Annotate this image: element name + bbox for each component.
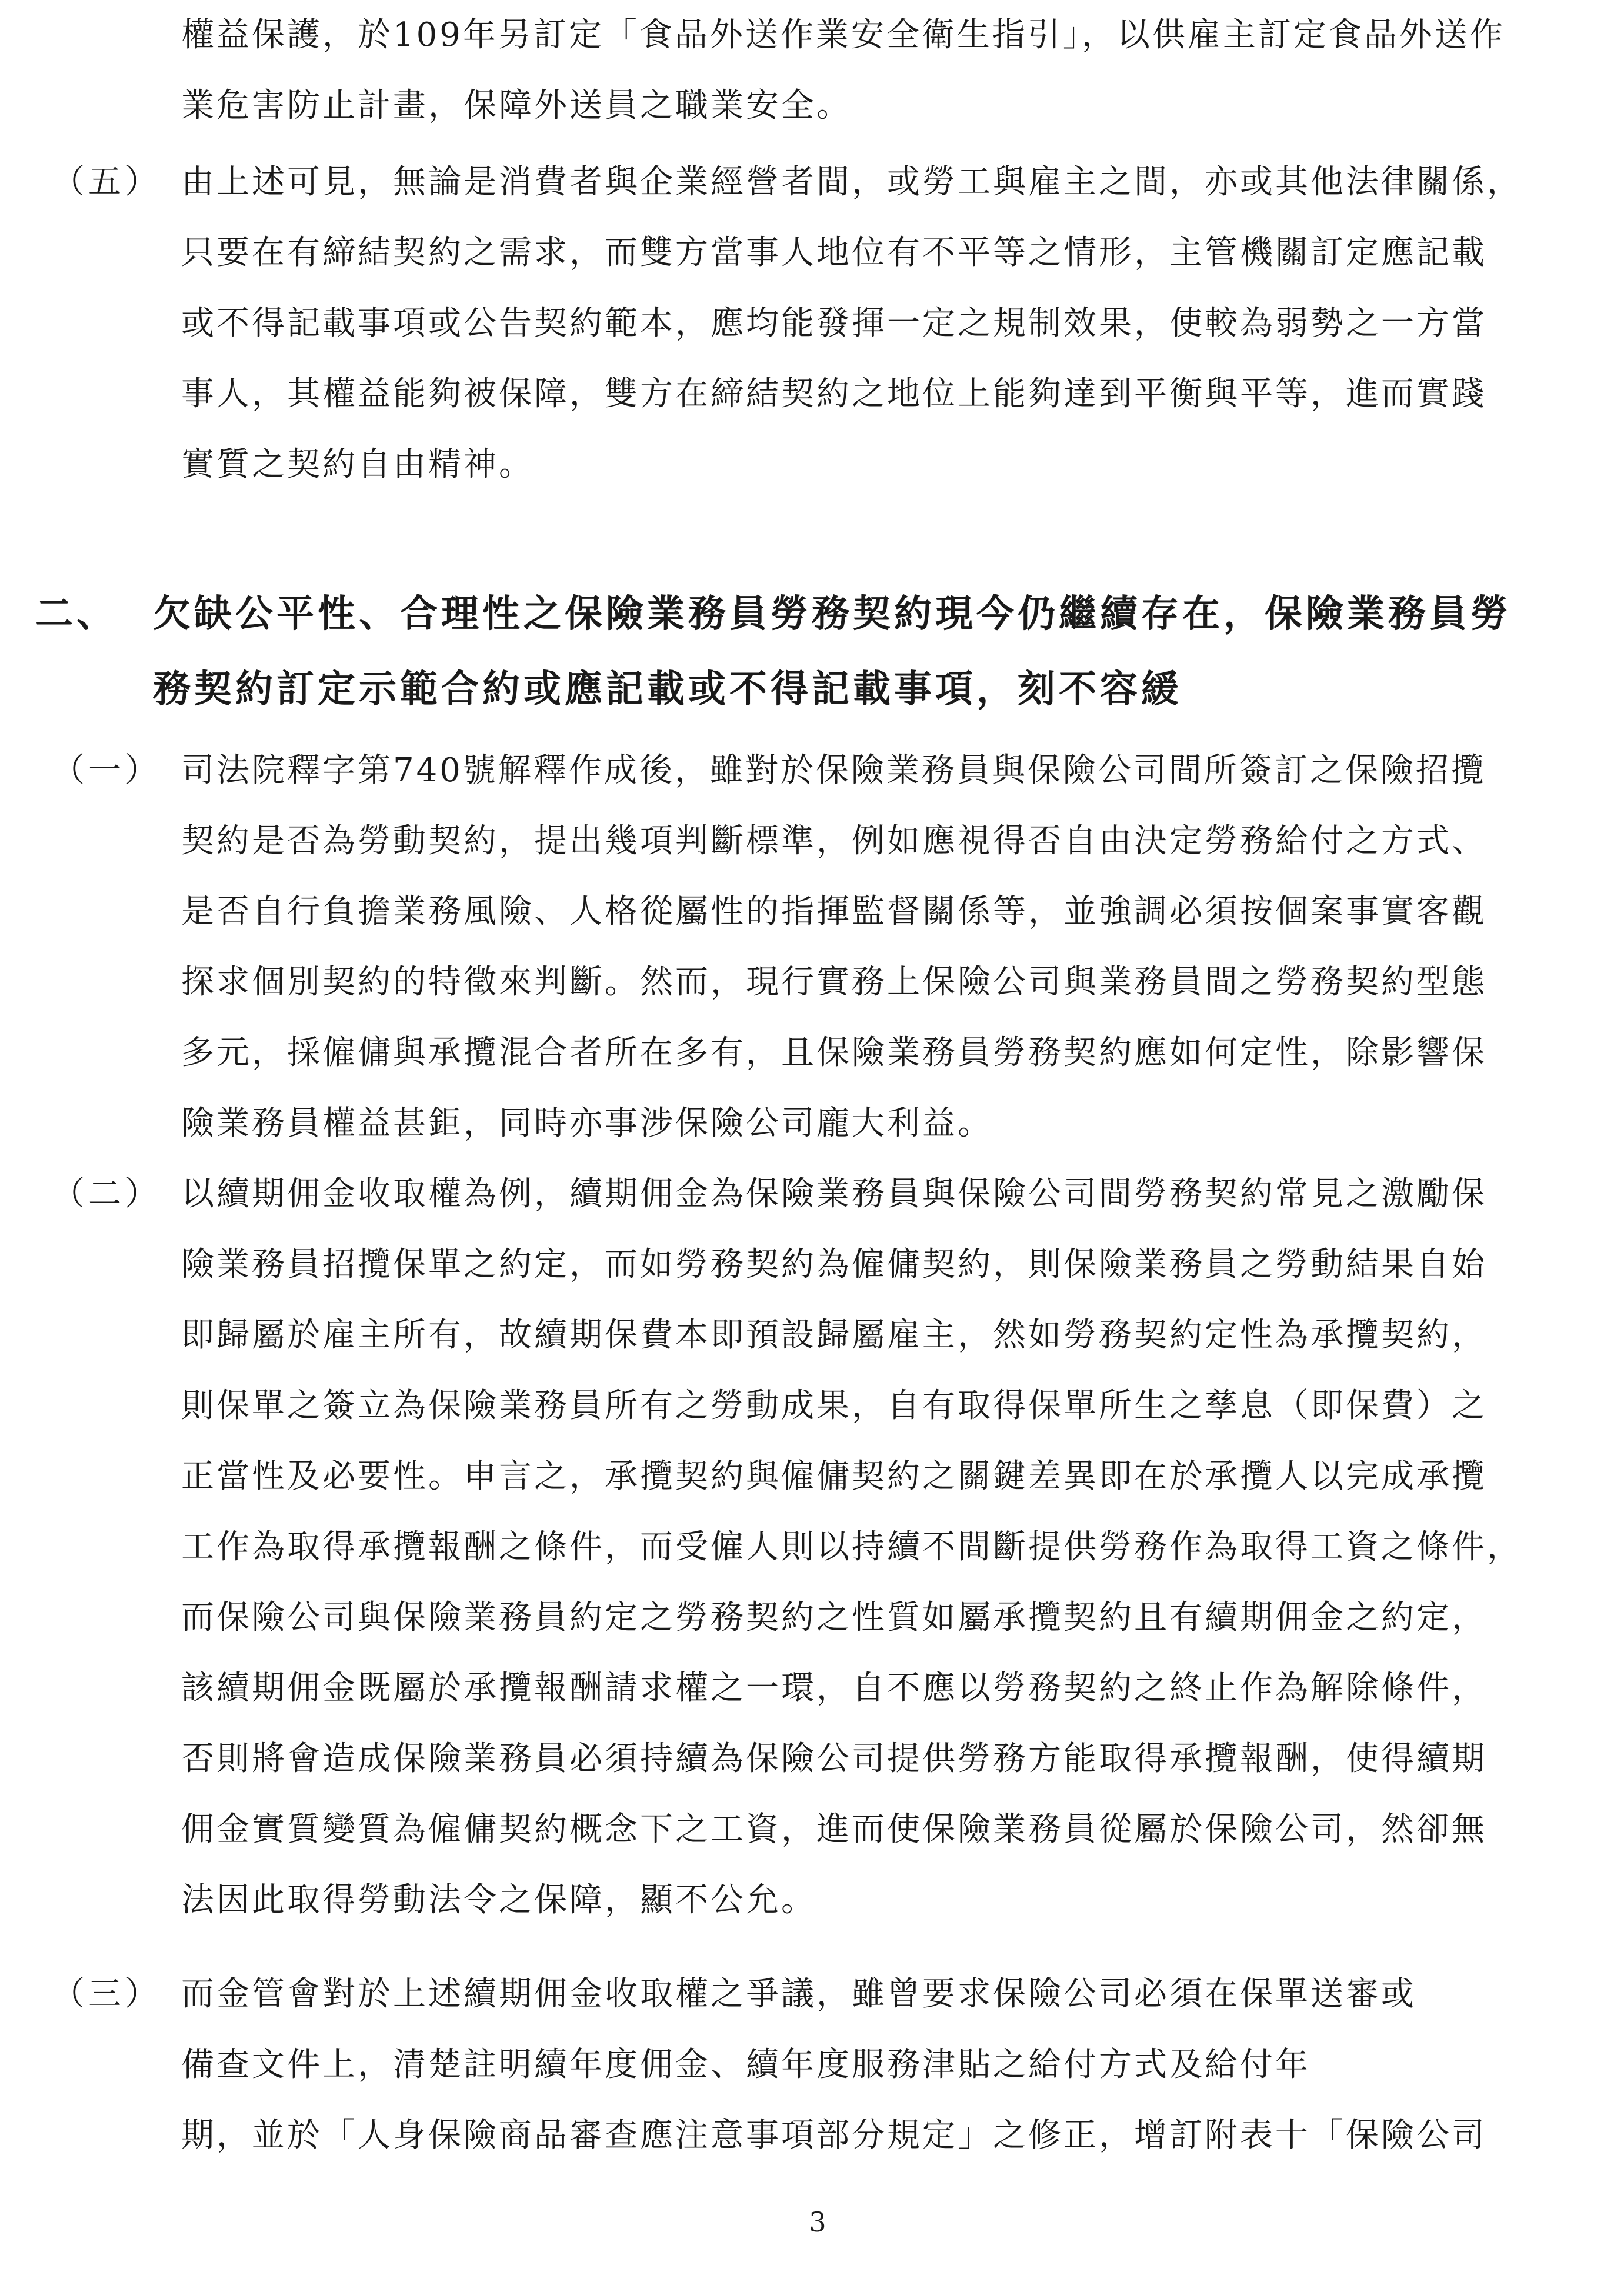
- text-line: 司法院釋字第740號解釋作成後，雖對於保險業務員與保險公司間所簽訂之保險招攬: [181, 751, 1486, 790]
- section-two-heading: [35, 577, 1600, 727]
- section-marker: 二、: [35, 592, 118, 636]
- text-line: 而金管會對於上述續期佣金收取權之爭議，雖曾要求保險公司必須在保單送審或: [181, 1975, 1416, 2013]
- section-two-item-three: [52, 1959, 1581, 2171]
- text-line: 業危害防止計畫，保障外送員之職業安全。: [181, 86, 852, 125]
- item-marker: （五）: [52, 163, 161, 201]
- text-line: 事人，其權益能夠被保障，雙方在締結契約之地位上能夠達到平衡與平等，進而實踐: [181, 375, 1487, 413]
- text-line: 由上述可見，無論是消費者與企業經營者間，或勞工與雇主之間，亦或其他法律關係，: [181, 163, 1522, 201]
- item-marker: （二）: [52, 1175, 161, 1213]
- text-line: 險業務員權益甚鉅，同時亦事涉保險公司龐大利益。: [181, 1104, 993, 1143]
- text-line: 備查文件上，清楚註明續年度佣金、續年度服務津貼之給付方式及給付年: [181, 2046, 1310, 2084]
- text-line: 正當性及必要性。申言之，承攬契約與僱傭契約之關鍵差異即在於承攬人以完成承攬: [181, 1457, 1487, 1495]
- page-number: 3: [809, 2206, 826, 2238]
- item-marker: （一）: [52, 751, 161, 790]
- text-line: 否則將會造成保險業務員必須持續為保險公司提供勞務方能取得承攬報酬，使得續期: [181, 1740, 1487, 1778]
- text-line: 法因此取得勞動法令之保障，顯不公允。: [181, 1881, 816, 1919]
- text-line: 則保單之簽立為保險業務員所有之勞動成果，自有取得保單所生之孳息（即保費）之: [181, 1387, 1487, 1425]
- text-line: 多元，採僱傭與承攬混合者所在多有，且保險業務員勞務契約應如何定性，除影響保: [181, 1034, 1487, 1072]
- text-line: 探求個別契約的特徵來判斷。然而，現行實務上保險公司與業務員間之勞務契約型態: [181, 963, 1487, 1001]
- heading-line: 務契約訂定示範合約或應記載或不得記載事項，刻不容緩: [153, 668, 1182, 711]
- text-line: 而保險公司與保險業務員約定之勞務契約之性質如屬承攬契約且有續期佣金之約定，: [181, 1598, 1487, 1637]
- text-line: 實質之契約自由精神。: [181, 445, 534, 484]
- text-line: 只要在有締結契約之需求，而雙方當事人地位有不平等之情形，主管機關訂定應記載: [181, 234, 1487, 272]
- continuation-paragraph: [181, 0, 1581, 141]
- text-line: 即歸屬於雇主所有，故續期保費本即預設歸屬雇主，然如勞務契約定性為承攬契約，: [181, 1316, 1487, 1354]
- text-line: 佣金實質變質為僱傭契約概念下之工資，進而使保險業務員從屬於保險公司，然卻無: [181, 1810, 1487, 1848]
- section-two-item-one: [52, 735, 1581, 1159]
- text-line: 工作為取得承攬報酬之條件，而受僱人則以持續不間斷提供勞務作為取得工資之條件，: [181, 1528, 1522, 1566]
- item-five-paragraph: [52, 147, 1581, 500]
- text-line: 權益保護，於109年另訂定「食品外送作業安全衛生指引」，以供雇主訂定食品外送作: [181, 16, 1505, 54]
- item-marker: （三）: [52, 1975, 161, 2013]
- text-line: 險業務員招攬保單之約定，而如勞務契約為僱傭契約，則保險業務員之勞動結果自始: [181, 1245, 1487, 1284]
- text-line: 期，並於「人身保險商品審查應注意事項部分規定」之修正，增訂附表十「保險公司: [181, 2116, 1487, 2154]
- text-line: 以續期佣金收取權為例，續期佣金為保險業務員與保險公司間勞務契約常見之激勵保: [181, 1175, 1487, 1213]
- text-line: 該續期佣金既屬於承攬報酬請求權之一環，自不應以勞務契約之終止作為解除條件，: [181, 1669, 1487, 1707]
- text-line: 契約是否為勞動契約，提出幾項判斷標準，例如應視得否自由決定勞務給付之方式、: [181, 822, 1487, 860]
- text-line: 或不得記載事項或公告契約範本，應均能發揮一定之規制效果，使較為弱勢之一方當: [181, 304, 1487, 342]
- text-line: 是否自行負擔業務風險、人格從屬性的指揮監督關係等，並強調必須按個案事實客觀: [181, 892, 1487, 931]
- heading-line: 欠缺公平性、合理性之保險業務員勞務契約現今仍繼續存在，保險業務員勞: [153, 592, 1512, 636]
- section-two-item-two: [52, 1159, 1581, 1936]
